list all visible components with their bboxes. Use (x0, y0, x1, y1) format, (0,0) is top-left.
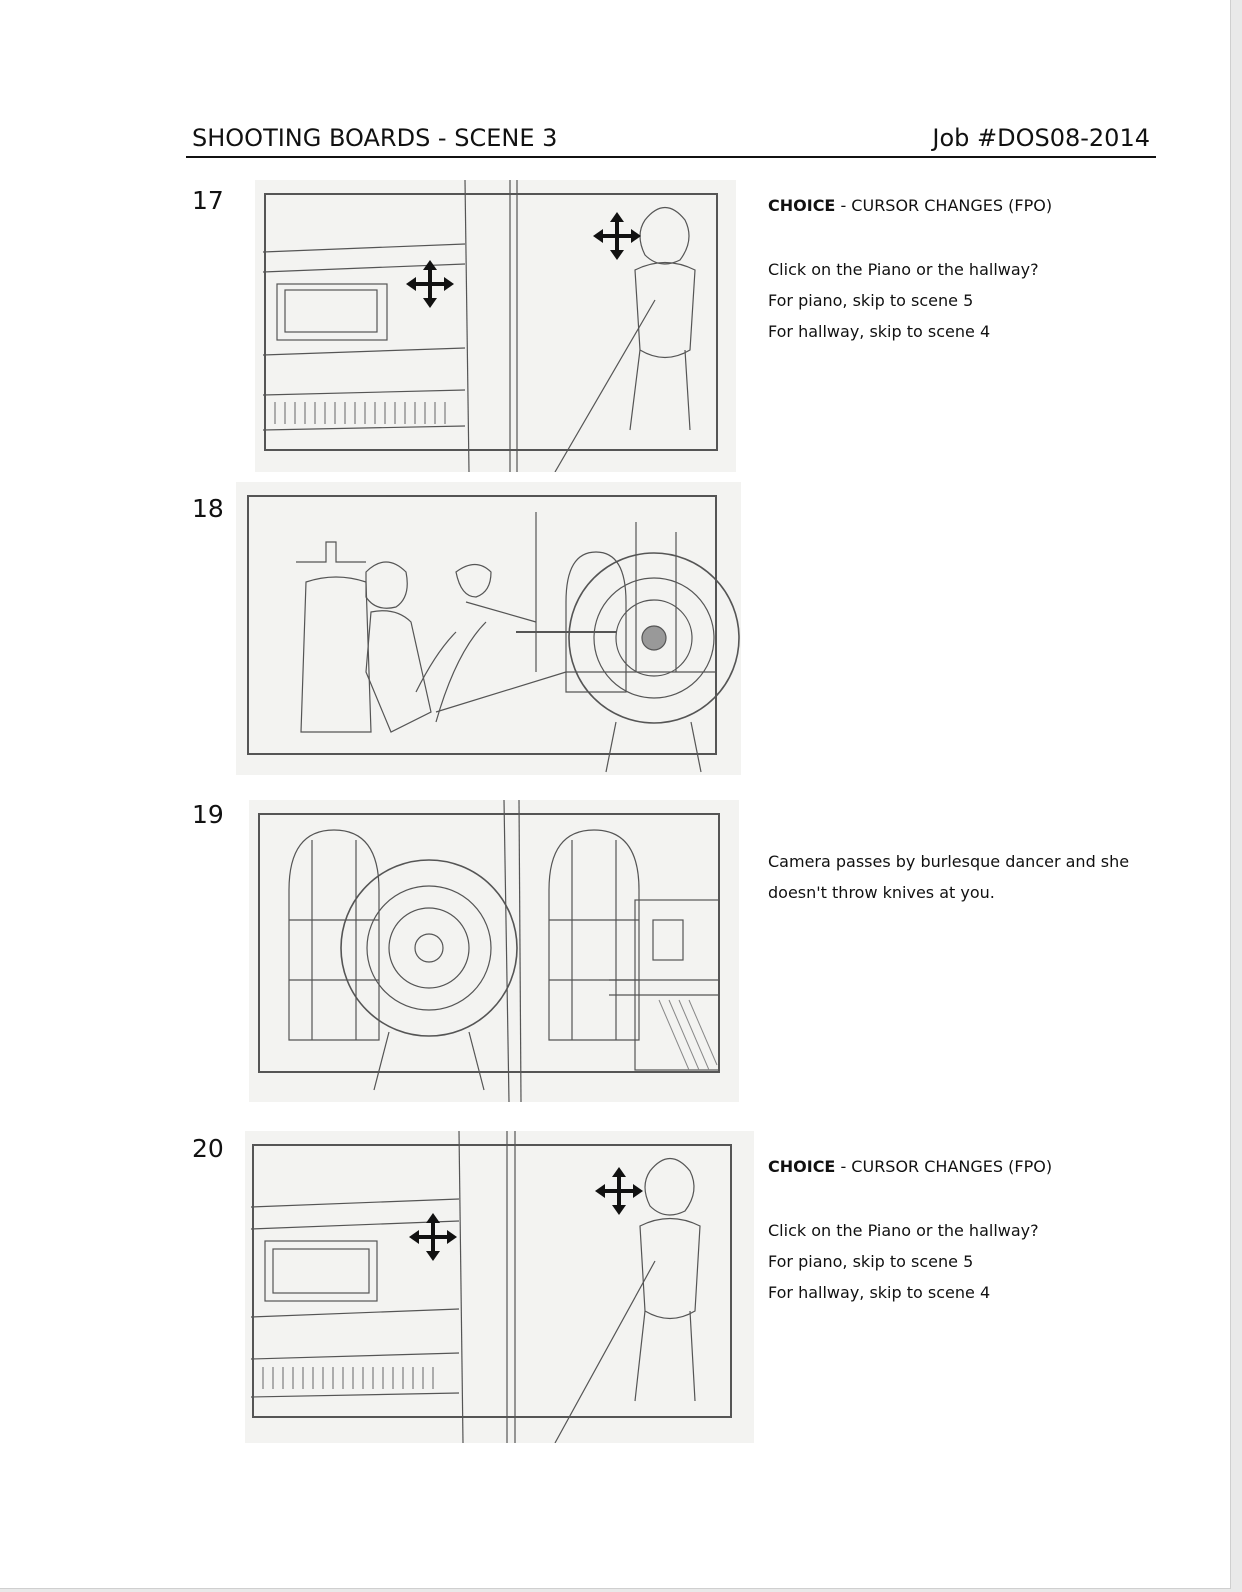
note-line: For piano, skip to scene 5 (768, 1252, 974, 1271)
choice-heading (768, 1151, 1188, 1182)
panel-number: 17 (192, 186, 224, 215)
page-title: SHOOTING BOARDS - SCENE 3 (192, 124, 558, 152)
note-line: Click on the Piano or the hallway? (768, 1221, 1039, 1240)
choice-description: - CURSOR CHANGES (FPO) (835, 196, 1053, 215)
move-cursor-icon (406, 260, 454, 308)
panel-notes (768, 846, 1188, 908)
storyboard-panel-empty-room (249, 800, 739, 1102)
move-cursor-icon (593, 212, 641, 260)
panel-notes (768, 1151, 1188, 1308)
note-line: Camera passes by burlesque dancer and she (768, 852, 1130, 871)
sketch-knife-thrower (236, 482, 741, 775)
note-line: doesn't throw knives at you. (768, 883, 995, 902)
sketch-piano-hallway (255, 180, 736, 472)
choice-heading (768, 190, 1188, 221)
move-cursor-icon (595, 1167, 643, 1215)
move-cursor-icon (409, 1213, 457, 1261)
panel-notes (768, 190, 1188, 347)
sketch-piano-hallway (245, 1131, 754, 1443)
choice-description: - CURSOR CHANGES (FPO) (835, 1157, 1053, 1176)
note-line: For hallway, skip to scene 4 (768, 322, 991, 341)
note-line: For piano, skip to scene 5 (768, 291, 974, 310)
sketch-empty-room (249, 800, 739, 1102)
page-header (186, 122, 1156, 158)
storyboard-panel-knife-thrower (236, 482, 741, 775)
note-line: Click on the Piano or the hallway? (768, 260, 1039, 279)
panel-number: 18 (192, 494, 224, 523)
note-line: For hallway, skip to scene 4 (768, 1283, 991, 1302)
panel-number: 19 (192, 800, 224, 829)
choice-label: CHOICE (768, 1157, 836, 1176)
panel-number: 20 (192, 1134, 224, 1163)
storyboard-panel-piano-hallway (255, 180, 736, 472)
job-number: Job #DOS08-2014 (932, 124, 1150, 152)
storyboard-panel-piano-hallway (245, 1131, 754, 1443)
choice-label: CHOICE (768, 196, 836, 215)
